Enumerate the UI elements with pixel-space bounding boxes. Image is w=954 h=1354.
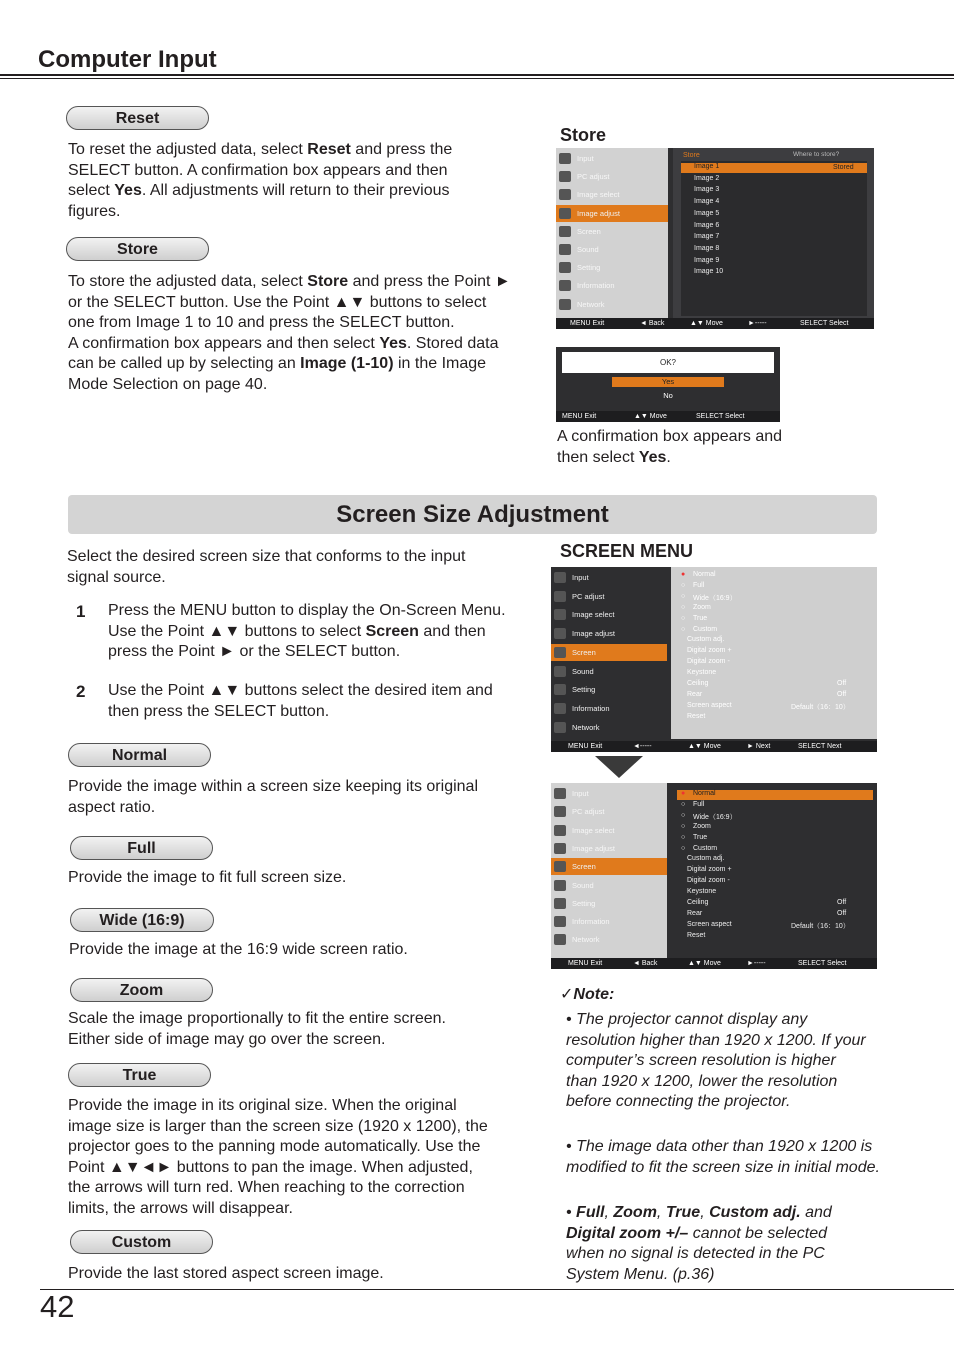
store-panel [673, 148, 874, 318]
menu-item[interactable] [551, 588, 667, 605]
radio-icon: ○ [681, 811, 686, 819]
menu-item-label: Screen [572, 862, 596, 872]
screen-menu-screenshot-2 [551, 783, 877, 969]
mode-wide-text: Provide the image at the 16:9 wide screen ratio. [69, 941, 408, 958]
menu-item[interactable] [551, 785, 667, 802]
menu-bar-label: ►----- [747, 960, 766, 967]
menu-bar-label: ◄----- [633, 743, 652, 750]
menu-item-icon [559, 226, 571, 237]
menu-bar-label: SELECT Next [798, 743, 842, 750]
screen-option[interactable]: Wide（16:9） ○ [681, 592, 737, 602]
menu-item-label: Screen [572, 647, 596, 657]
menu-item-label: Sound [577, 245, 599, 254]
screen-option: Custom adj. [687, 636, 725, 644]
screen-option[interactable]: Normal ● [681, 571, 716, 578]
menu-item[interactable] [551, 681, 667, 698]
store-image-row: Image 3 [694, 186, 720, 194]
menu-item[interactable] [556, 259, 668, 276]
menu-bar-label: SELECT Select [696, 413, 745, 420]
menu-bar-label: MENU Exit [562, 413, 597, 420]
menu-item-icon [559, 299, 571, 310]
menu-item-label: Image select [577, 190, 620, 200]
screen-panel-2 [671, 786, 877, 956]
menu-item[interactable] [551, 606, 667, 623]
menu-item-icon [559, 189, 571, 200]
screen-option: Reset [687, 712, 706, 720]
menu-item-icon [554, 722, 566, 733]
screen-option[interactable]: Custom ○ [681, 844, 718, 852]
menu-item[interactable] [556, 168, 668, 185]
menu-item[interactable] [556, 296, 668, 313]
radio-icon: ○ [681, 581, 686, 589]
menu-item-label: Setting [577, 263, 601, 273]
mode-wide-pill: Wide (16:9) [70, 908, 214, 932]
menu-item-icon [559, 208, 571, 219]
menu-bar-label: ► Next [747, 743, 771, 750]
screen-panel-1 [671, 567, 877, 739]
confirm-box-screenshot [556, 347, 780, 422]
screen-option[interactable]: Zoom ○ [681, 603, 711, 611]
menu-item-label: Information [572, 917, 610, 927]
radio-icon: ○ [681, 592, 686, 600]
store-image-row: Image 7 [694, 233, 720, 241]
mode-custom-text: Provide the last stored aspect screen image. [68, 1265, 384, 1282]
menu-item-icon [559, 280, 571, 291]
menu-item[interactable] [551, 644, 667, 661]
menu-item-label: Input [572, 789, 589, 798]
menu-item-label: PC adjust [577, 172, 610, 182]
screen-option: Ceiling [687, 680, 709, 687]
screen-option: Screen aspect [687, 701, 732, 709]
ceiling-value: Off [837, 899, 847, 906]
screen-option: Digital zoom + [687, 866, 732, 874]
menu-item-icon [554, 806, 566, 817]
screen-size-banner: Screen Size Adjustment [68, 495, 877, 534]
menu-item-icon [554, 843, 566, 854]
radio-icon: ● [681, 571, 686, 578]
confirm-menu-bar [556, 411, 780, 422]
mode-normal-text: Provide the image within a screen size keeping its original aspect ratio. [68, 778, 478, 816]
menu-bar-label: SELECT Select [798, 960, 847, 967]
store-image-row: Image 10 [694, 268, 724, 276]
menu-item[interactable] [551, 569, 667, 586]
screen-option: Digital zoom + [687, 647, 732, 655]
menu-item-label: Information [572, 703, 610, 713]
menu-bar-label: MENU Exit [568, 960, 603, 967]
menu-item-label: Image adjust [572, 843, 615, 853]
screen-menu-screenshot-1 [551, 567, 877, 752]
menu-item[interactable] [556, 241, 668, 258]
menu-item-icon [559, 244, 571, 255]
menu-item-label: Setting [572, 898, 596, 908]
store-image-list [681, 161, 867, 316]
screen-size-intro: Select the desired screen size that conforms to the input signal source. [67, 548, 466, 586]
screen-option: Digital zoom - [687, 658, 730, 666]
menu-bar-label: ◄ Back [633, 960, 658, 967]
menu-item-icon [554, 934, 566, 945]
store-image-row: Image 6 [694, 221, 720, 229]
menu-item-icon [554, 647, 566, 658]
screen-option: Keystone [687, 669, 717, 677]
note-title [560, 985, 614, 1006]
ceiling-value: Off [837, 680, 847, 687]
menu-item-icon [559, 153, 571, 164]
radio-icon: ● [681, 790, 686, 797]
mode-custom-pill: Custom [70, 1230, 213, 1254]
menu-item-label: Network [572, 935, 600, 945]
screen-option: Keystone [687, 888, 717, 896]
menu-bar-label: ▲▼ Move [688, 960, 721, 967]
screen-option: Custom adj. [687, 855, 725, 863]
radio-icon: ○ [681, 603, 686, 611]
store-image-row: Image 8 [694, 244, 720, 252]
menu-item-icon [554, 666, 566, 677]
mode-true-text: Provide the image in its original size. When the original image size is larger than the screen size (1920 x 1200), the projector goes to the panning mode automatically. Use the Point ▲▼◄► buttons to pan the image. When adjusted, the arrows will turn red. When reaching to the correction limits, the arrows will disappear. [68, 1097, 488, 1217]
screen-option[interactable]: Custom ○ [681, 625, 718, 633]
store-menu-bar [556, 318, 874, 329]
radio-icon: ○ [681, 625, 686, 633]
screen-option: Rear [687, 909, 703, 917]
stored-tag: Stored [833, 164, 854, 171]
store-image-row: Image 5 [694, 209, 720, 217]
screen-option: Ceiling [687, 899, 709, 906]
menu-item[interactable] [551, 895, 667, 912]
menu-item-label: Sound [572, 880, 594, 890]
menu-item[interactable] [556, 277, 668, 294]
menu-item[interactable] [551, 858, 667, 875]
menu-bar-label: SELECT Select [800, 320, 849, 327]
menu-item-icon [554, 880, 566, 891]
reset-label-pill: Reset [66, 106, 209, 130]
menu-bar-label: ◄ Back [640, 320, 665, 327]
store-label-pill: Store [66, 237, 209, 261]
menu-item[interactable] [551, 913, 667, 930]
note-item-2: • The image data other than 1920 x 1200 is modified to fit the screen size in initial mode. [566, 1138, 880, 1176]
down-arrow-icon [595, 756, 643, 780]
mode-normal-pill: Normal [68, 743, 211, 767]
menu-item-icon [559, 262, 571, 273]
radio-icon: ○ [681, 833, 686, 841]
screen-option[interactable]: True ○ [681, 614, 708, 622]
mode-zoom-text: Scale the image proportionally to fit the entire screen. Either side of image may go over the screen. [68, 1010, 446, 1048]
menu-item-label: Image adjust [577, 208, 620, 218]
menu-item[interactable] [551, 625, 667, 642]
title-rule-thin [0, 78, 954, 79]
rear-value: Off [837, 690, 847, 698]
store-image-row: Image 4 [694, 198, 720, 206]
note-item-1-text: The projector cannot display any resolution higher than 1920 x 1200. If your computer’s screen resolution is higher than 1920 x 1200, lower the resolution before connecting the projector. [566, 1011, 866, 1110]
menu-bar-label: ▲▼ Move [634, 413, 667, 420]
menu-item[interactable] [556, 150, 668, 167]
store-menu-screenshot [556, 148, 874, 329]
menu-item-label: Input [577, 154, 594, 163]
confirm-ok-title: OK? [562, 352, 774, 373]
note-item-3: • Full, Zoom, True, Custom adj. and Digital zoom +/– cannot be selected when no signal is detected in the PC System Menu. (p.36) [566, 1204, 832, 1283]
screen-option[interactable]: Full ○ [681, 581, 705, 589]
screen-menu-caption: SCREEN MENU [560, 541, 694, 561]
mode-full-text: Provide the image to fit full screen size. [68, 869, 347, 886]
screen-option[interactable]: Normal ● [677, 790, 873, 800]
menu-item-label: PC adjust [572, 591, 605, 601]
store-figure-caption: Store [560, 125, 607, 145]
menu-item-icon [554, 609, 566, 620]
menu-item-icon [554, 572, 566, 583]
menu-item-icon [554, 703, 566, 714]
radio-icon: ○ [681, 844, 686, 852]
screen-menu-bar-2 [551, 958, 877, 969]
screen-option: Reset [687, 931, 706, 939]
section-title: Computer Input [38, 46, 217, 73]
radio-icon: ○ [681, 800, 686, 808]
menu-item-label: Sound [572, 666, 594, 676]
menu-item-label: Information [577, 281, 615, 291]
screen-menu-bar-1 [551, 741, 877, 752]
menu-item[interactable] [556, 205, 668, 222]
menu-bar-label: MENU Exit [570, 320, 605, 327]
note-item-1: • The projector cannot display any resolution higher than 1920 x 1200. If your computer’s screen resolution is higher than 1920 x 1200, lower the resolution before connecting the projector. [566, 1011, 866, 1110]
note-item-2-text: The image data other than 1920 x 1200 is modified to fit the screen size in initial mode. [566, 1138, 880, 1176]
screen-option: Rear [687, 690, 703, 698]
store-panel-title: Store [683, 152, 700, 159]
confirm-caption: A confirmation box appears and then select Yes. [557, 428, 783, 466]
menu-item[interactable] [551, 840, 667, 857]
menu-item[interactable] [551, 822, 667, 839]
page-number: 42 [40, 1289, 75, 1324]
screen-option[interactable]: Full ○ [681, 800, 705, 808]
menu-item-icon [554, 861, 566, 872]
menu-item-label: Screen [577, 226, 601, 236]
menu-item-icon [559, 171, 571, 182]
menu-item-label: Image adjust [572, 629, 615, 639]
menu-item-label: Image select [572, 610, 615, 620]
menu-item-label: Network [577, 299, 605, 309]
screen-option[interactable]: Zoom ○ [681, 822, 711, 830]
menu-bar-label: ▲▼ Move [688, 743, 721, 750]
reset-description: To reset the adjusted data, select Reset and press the SELECT button. A confirmation box appears and then select Yes. All adjustments will return to their previous figures. [68, 141, 453, 220]
store-panel-hint: Where to store? [793, 151, 840, 158]
store-image-row: Image 9 [694, 256, 720, 264]
menu-item[interactable] [556, 223, 668, 240]
mode-true-pill: True [68, 1063, 211, 1087]
store-image-row: Image 1 [681, 163, 867, 173]
mode-zoom-pill: Zoom [70, 978, 213, 1002]
menu-item-icon [554, 684, 566, 695]
menu-item-icon [554, 788, 566, 799]
step1-number: 1 [76, 602, 86, 621]
menu-item-icon [554, 916, 566, 927]
aspect-value: Default（16：10） [791, 703, 850, 711]
menu-item[interactable] [551, 719, 667, 736]
menu-item-label: Image select [572, 825, 615, 835]
menu-item-icon [554, 628, 566, 639]
aspect-value: Default（16：10） [791, 922, 850, 930]
menu-item-label: PC adjust [572, 807, 605, 817]
step1-text: Press the MENU button to display the On-Screen Menu. Use the Point ▲▼ buttons to select Screen and then press the Point ► or the SELECT button. [108, 602, 506, 660]
menu-item[interactable] [551, 663, 667, 680]
title-rule [0, 74, 954, 76]
menu-item-label: Setting [572, 685, 596, 695]
menu-item[interactable] [551, 803, 667, 820]
note-title-text: Note: [573, 986, 615, 1003]
menu-bar-label: ►----- [748, 320, 767, 327]
screen-option[interactable]: True ○ [681, 833, 708, 841]
radio-icon: ○ [681, 822, 686, 830]
menu-item[interactable] [551, 877, 667, 894]
menu-bar-label: ▲▼ Move [690, 320, 723, 327]
store-image-row: Image 2 [694, 174, 720, 182]
step2-text: Use the Point ▲▼ buttons select the desired item and then press the SELECT button. [108, 682, 493, 720]
check-icon: ✓ [560, 986, 574, 1003]
menu-item[interactable] [551, 931, 667, 948]
menu-item-icon [554, 825, 566, 836]
menu-item-icon [554, 898, 566, 909]
store-description: To store the adjusted data, select Store and press the Point ► or the SELECT button. Use the Point ▲▼ buttons to select one from Image 1 to 10 and press the SELECT button. A confirmation box appears and then select Yes. Stored data can be called up by selecting an Image (1-10) in the Image Mode Selection on page 40. [68, 273, 511, 393]
menu-item-label: Network [572, 722, 600, 732]
rear-value: Off [837, 909, 847, 917]
menu-item[interactable] [551, 700, 667, 717]
menu-bar-label: MENU Exit [568, 743, 603, 750]
menu-item-icon [554, 591, 566, 602]
step2-number: 2 [76, 682, 86, 701]
menu-item-label: Input [572, 573, 589, 582]
screen-option: Screen aspect [687, 920, 732, 928]
menu-item[interactable] [556, 186, 668, 203]
confirm-yes-option[interactable]: Yes [612, 377, 724, 387]
mode-full-pill: Full [70, 836, 213, 860]
footer-rule [40, 1289, 954, 1290]
radio-icon: ○ [681, 614, 686, 622]
screen-option: Digital zoom - [687, 877, 730, 885]
confirm-no-option[interactable]: No [663, 391, 673, 400]
screen-option[interactable]: Wide（16:9） ○ [681, 811, 737, 821]
